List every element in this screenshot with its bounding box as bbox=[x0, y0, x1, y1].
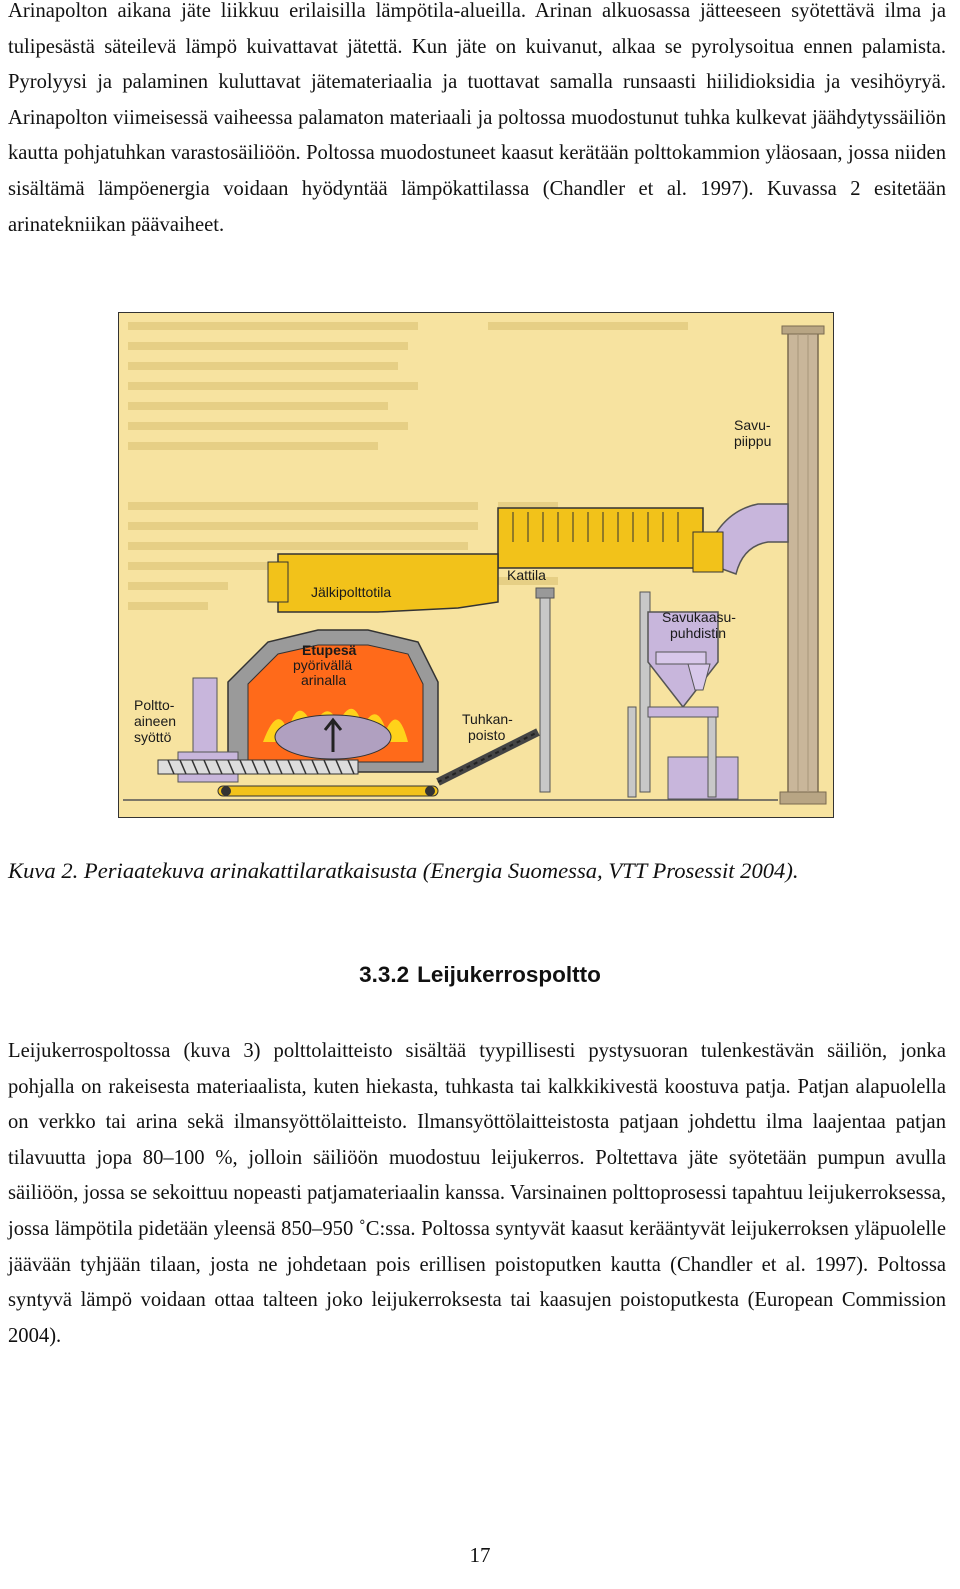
label-tuhka-1: Tuhkan- bbox=[462, 711, 513, 727]
label-jalkipolttotila: Jälkipolttotila bbox=[311, 584, 392, 600]
boiler-kattila bbox=[498, 508, 723, 572]
screw-conveyor bbox=[158, 760, 358, 774]
figure-caption: Kuva 2. Periaatekuva arinakattilaratkaisusta (Energia Suomessa, VTT Prosessit 2004). bbox=[8, 858, 799, 883]
section-title: Leijukerrospoltto bbox=[417, 962, 601, 987]
label-savukaasu-2: puhdistin bbox=[670, 625, 727, 641]
label-savukaasu-1: Savukaasu- bbox=[662, 609, 736, 625]
label-etupesa-3: arinalla bbox=[301, 672, 347, 688]
grate-boiler-diagram bbox=[118, 312, 834, 818]
label-polttoaine-3: syöttö bbox=[134, 729, 172, 745]
page-number: 17 bbox=[469, 1543, 491, 1567]
label-polttoaine-2: aineen bbox=[134, 713, 177, 729]
body-paragraph-main: Leijukerrospoltossa (kuva 3) polttolaitteisto sisältää tyypillisesti pystysuoran tulenkestävän säiliön, jonka pohjalla on rakeisesta materiaalista, kuten hiekasta, tuhkasta tai kalkkikivestä koostuva patja. Patjan alapuolella on verkko tai arina sekä ilmansyöttölaitteisto. Ilmansyöttölaitteistosta patjaan johdettu ilma laajentaa patjan tilavuutta jopa 80–100 %, jolloin säiliöön muodostuu leijukerros. Poltettava jäte syötetään pumpun avulla säiliöön, jossa se sekoittuu nopeasti patjamateriaalin kanssa. Varsinainen polttoprosessi tapahtuu leijukerroksessa, jossa lämpötila pidetään yleensä 850–950 ˚C:ssa. Poltossa syntyvät kaasut kerääntyvät leijukerroksen yläpuolelle jäävään tyhjään tilaan, josta ne johdetaan pois erillisen poistoputken kautta (Chandler et al. 1997). Poltossa syntyvä lämpö voidaan ottaa talteen joko leijukerroksesta tai kaasujen poistoputkesta (European Commission 2004). bbox=[8, 1040, 946, 1347]
label-kattila: Kattila bbox=[507, 567, 546, 583]
section-number: 3.3.2 bbox=[359, 962, 410, 987]
label-polttoaine-1: Poltto- bbox=[134, 697, 175, 713]
body-paragraph-top: Arinapolton aikana jäte liikkuu erilaisilla lämpötila-alueilla. Arinan alkuosassa jätteeseen syötettävä ilma ja tulipesästä säteilevä lämpö kuivattavat jätettä. Kun jäte on kuivanut, alkaa se pyrolysoitua ennen palamista. Pyrolyysi ja palaminen kuluttavat jätemateriaalia ja tuottavat samalla runsaasti hiilidioksidia ja vesihöyryä. Arinapolton viimeisessä vaiheessa palamaton materiaali ja poltossa muodostunut tuhka kulkevat jäähdytyssäiliön kautta pohjatuhkan varastosäiliöön. Poltossa muodostuneet kaasut kerätään polttokammion yläosaan, jossa niiden sisältämä lämpöenergia voidaan hyödyntää lämpökattilassa (Chandler et al. 1997). Kuvassa 2 esitetään arinatekniikan päävaiheet. bbox=[8, 0, 946, 236]
afterburner-chamber bbox=[278, 554, 498, 612]
section-heading bbox=[0, 962, 960, 988]
label-savupiippu-2: piippu bbox=[734, 433, 772, 449]
label-tuhka-2: poisto bbox=[468, 727, 506, 743]
label-savupiippu-1: Savu- bbox=[734, 417, 771, 433]
label-etupesa-1: Etupesä bbox=[302, 642, 357, 658]
label-etupesa-2: pyörivällä bbox=[293, 657, 353, 673]
